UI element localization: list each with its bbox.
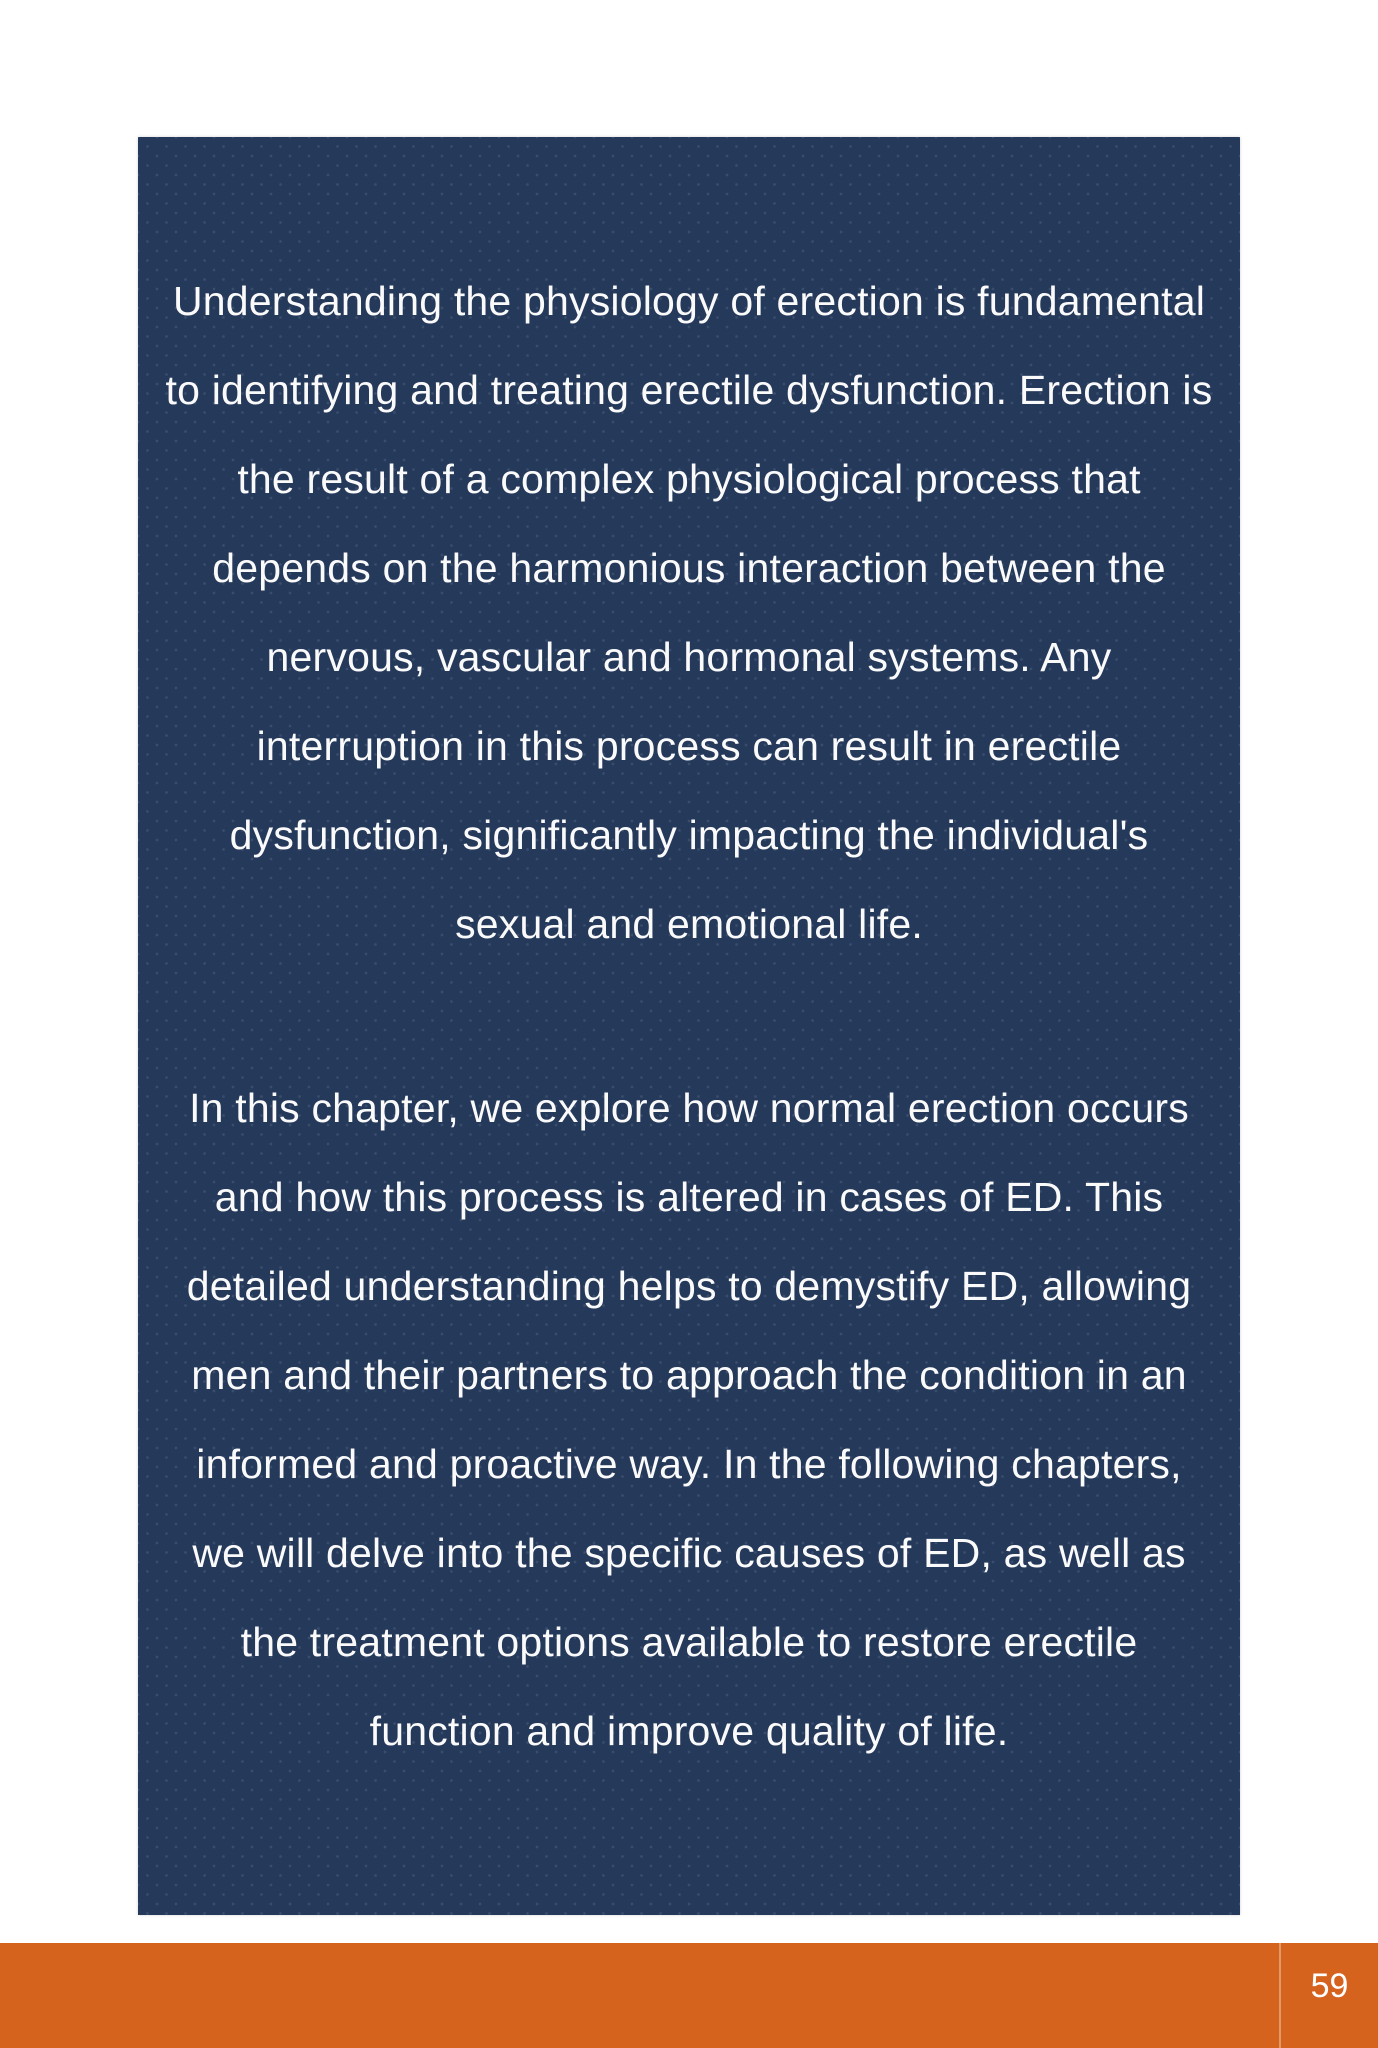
- text-line: depends on the harmonious interaction between the: [212, 545, 1166, 591]
- text-line: informed and proactive way. In the following chapters,: [196, 1441, 1182, 1487]
- text-line: Understanding the physiology of erection is fundamental: [172, 278, 1206, 324]
- text-line: sexual and emotional life.: [455, 901, 923, 947]
- text-line: the result of a complex physiological process that: [237, 456, 1141, 502]
- footer-bar: [0, 1943, 1279, 2048]
- text-line: men and their partners to approach the condition in an: [191, 1352, 1187, 1398]
- text-line: dysfunction, significantly impacting the individual's: [229, 812, 1149, 858]
- text-line: and how this process is altered in cases of ED. This: [214, 1174, 1164, 1220]
- text-line: function and improve quality of life.: [369, 1708, 1009, 1754]
- page-number: 59: [1310, 1967, 1349, 2005]
- text-line: interruption in this process can result in erectile: [256, 723, 1122, 769]
- text-line: detailed understanding helps to demystify ED, allowing: [186, 1263, 1192, 1309]
- text-line: nervous, vascular and hormonal systems. Any: [266, 634, 1112, 680]
- page-footer: [0, 1943, 1378, 2048]
- text-line: In this chapter, we explore how normal erection occurs: [189, 1085, 1189, 1131]
- text-line: to identifying and treating erectile dysfunction. Erection is: [165, 367, 1213, 413]
- paragraph-physiology: [162, 257, 1216, 969]
- text-line: we will delve into the specific causes of ED, as well as: [192, 1530, 1186, 1576]
- text-line: the treatment options available to restore erectile: [240, 1619, 1138, 1665]
- paragraph-chapter-overview: [162, 1064, 1216, 1776]
- content-panel: [138, 137, 1240, 1915]
